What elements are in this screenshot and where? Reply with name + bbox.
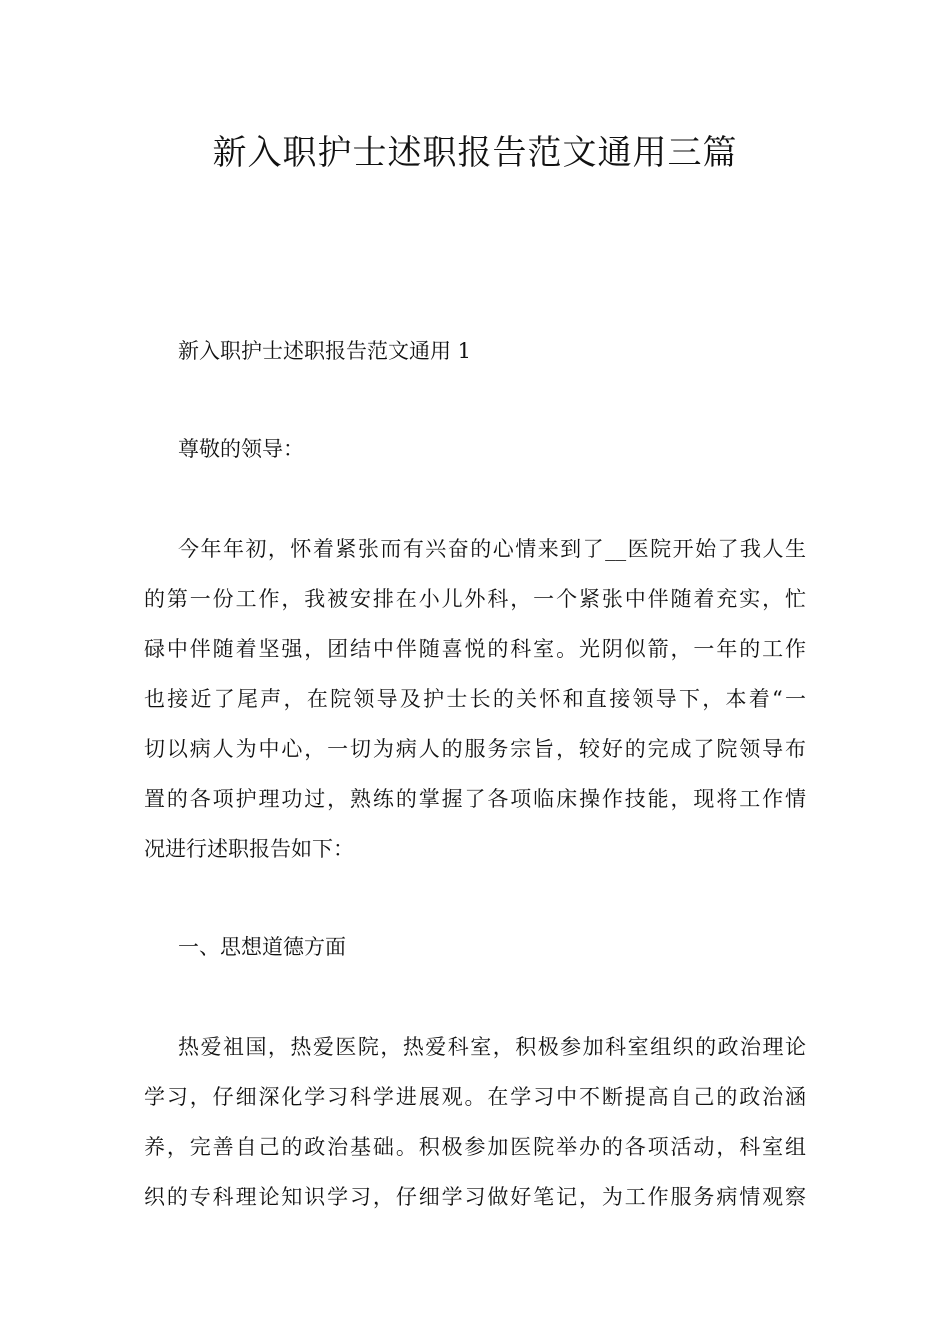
section-heading: 新入职护士述职报告范文通用 1 bbox=[178, 339, 472, 363]
paragraph-1 bbox=[144, 524, 806, 874]
paragraph-2-line: 养，完善自己的政治基础。积极参加医院举办的各项活动，科室组 bbox=[144, 1135, 806, 1159]
paragraph-1-line: 今年年初，怀着紧张而有兴奋的心情来到了__医院开始了我人生 bbox=[178, 537, 806, 561]
paragraph-1-line: 况进行述职报告如下： bbox=[144, 837, 354, 861]
subheading-ideology: 一、思想道德方面 bbox=[178, 935, 346, 959]
paragraph-2-line: 织的专科理论知识学习，仔细学习做好笔记，为工作服务病情观察 bbox=[144, 1185, 806, 1209]
paragraph-1-line: 切以病人为中心，一切为病人的服务宗旨，较好的完成了院领导布 bbox=[144, 737, 806, 761]
paragraph-1-line: 置的各项护理功过，熟练的掌握了各项临床操作技能，现将工作情 bbox=[144, 787, 806, 811]
paragraph-2-line: 热爱祖国，热爱医院，热爱科室，积极参加科室组织的政治理论 bbox=[178, 1035, 806, 1059]
paragraph-1-line: 碌中伴随着坚强，团结中伴随喜悦的科室。光阴似箭，一年的工作 bbox=[144, 637, 806, 661]
paragraph-2 bbox=[144, 1022, 806, 1222]
paragraph-2-line: 学习，仔细深化学习科学进展观。在学习中不断提高自己的政治涵 bbox=[144, 1085, 806, 1109]
salutation: 尊敬的领导： bbox=[178, 437, 304, 461]
paragraph-1-line: 也接近了尾声，在院领导及护士长的关怀和直接领导下，本着“一 bbox=[144, 687, 806, 711]
paragraph-1-line: 的第一份工作，我被安排在小儿外科，一个紧张中伴随着充实，忙 bbox=[144, 587, 806, 611]
document-title: 新入职护士述职报告范文通用三篇 bbox=[212, 133, 738, 173]
